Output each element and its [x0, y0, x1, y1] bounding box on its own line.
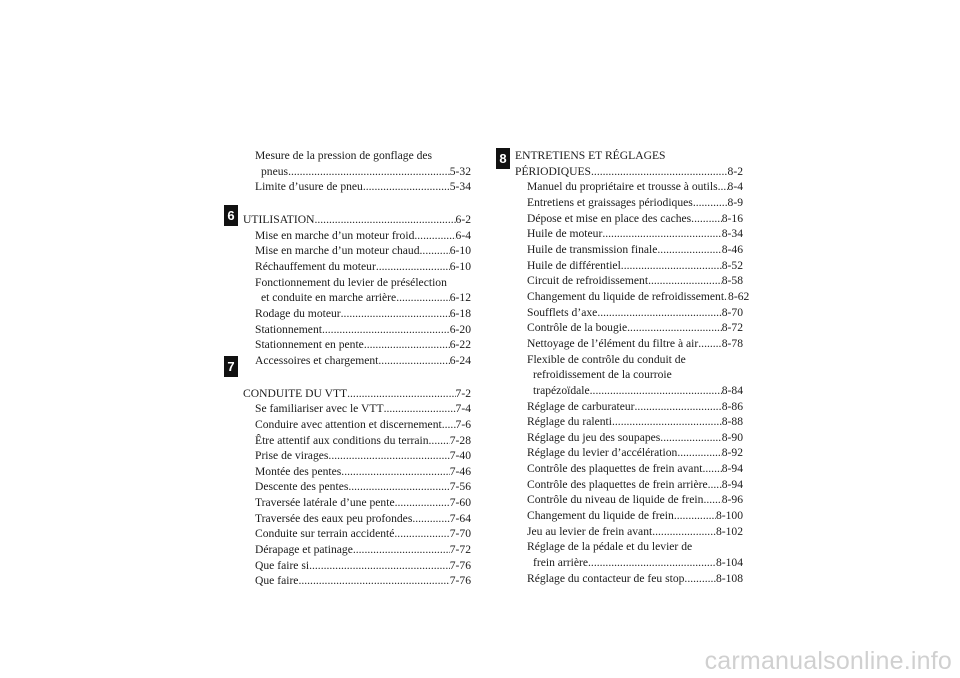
toc-dot-leader: [328, 448, 449, 464]
toc-entry-title: Réglage de carburateur: [527, 399, 635, 413]
toc-entry-title: Se familiariser avec le VTT: [255, 402, 384, 416]
toc-entry: [515, 242, 743, 258]
toc-dot-leader: [364, 337, 450, 353]
toc-dot-leader: [652, 524, 716, 540]
toc-page-number: 6-24: [449, 353, 471, 367]
toc-entry-title: Limite d’usure de pneu: [255, 180, 363, 194]
toc-page-number: 8-94: [721, 477, 743, 491]
toc-page-number: 7-46: [449, 464, 471, 478]
toc-dot-leader: [314, 212, 455, 228]
toc-entry: [515, 555, 743, 571]
toc-dot-leader: [693, 195, 728, 211]
toc-page-number: 8-96: [721, 493, 743, 507]
toc-group-section-8: [515, 148, 750, 586]
toc-entry: [243, 573, 471, 589]
toc-page-number: 8-16: [721, 211, 743, 225]
toc-dot-leader: [691, 211, 722, 227]
toc-entry: [243, 417, 471, 433]
toc-entry-title: Être attentif aux conditions du terrain: [255, 433, 429, 447]
section-tab-7: 7: [224, 356, 238, 377]
toc-entry: [243, 259, 471, 275]
toc-dot-leader: [394, 526, 449, 542]
toc-dot-leader: [635, 399, 722, 415]
toc-entry-title: Manuel du propriétaire et trousse à outils: [527, 180, 718, 194]
toc-dot-leader: [378, 353, 449, 369]
toc-page-number: 8-9: [727, 195, 743, 209]
toc-entry: [243, 448, 471, 464]
toc-dot-leader: [288, 164, 450, 180]
toc-entry-title: Circuit de refroidissement: [527, 274, 649, 288]
toc-entry-title: Réglage du ralenti: [527, 415, 612, 429]
toc-entry: [243, 464, 471, 480]
toc-entry-title: Rodage du moteur: [255, 306, 341, 320]
toc-dot-leader: [341, 464, 449, 480]
toc-entry: [243, 179, 471, 195]
toc-entry-line: ENTRETIENS ET RÉGLAGES: [515, 149, 666, 162]
toc-page-number: 8-92: [721, 446, 743, 460]
toc-page-number: 8-58: [721, 274, 743, 288]
toc-entry: [243, 322, 471, 338]
toc-page-number: 8-88: [721, 415, 743, 429]
toc-dot-leader: [590, 383, 722, 399]
toc-entry: [243, 495, 471, 511]
toc-entry-title: Que faire: [255, 574, 299, 588]
toc-entry-title: Dépose et mise en place des caches: [527, 211, 692, 225]
toc-entry-title: Stationnement: [255, 322, 322, 336]
toc-entry: [515, 399, 743, 415]
toc-entry-title: Montée des pentes: [255, 464, 342, 478]
toc-page-number: 8-86: [721, 399, 743, 413]
toc-entry: [243, 526, 471, 542]
toc-entry-title: Contrôle du niveau de liquide de frein: [527, 493, 704, 507]
toc-entry-title: Soufflets d’axe: [527, 305, 598, 319]
toc-entry-line: Réglage de la pédale et du levier de: [527, 540, 693, 554]
toc-page-number: 7-64: [449, 511, 471, 525]
toc-entry-title: Que faire si: [255, 558, 310, 572]
section-tab-8: 8: [496, 148, 510, 169]
toc-entry: [243, 164, 471, 180]
toc-entry: [243, 386, 471, 402]
toc-entry: [515, 571, 743, 587]
toc-page-number: 8-72: [721, 321, 743, 335]
toc-dot-leader: [420, 243, 450, 259]
toc-entry: [243, 212, 471, 228]
toc-entry-title: Traversée des eaux peu profondes: [255, 511, 413, 525]
toc-entry-title: Contrôle des plaquettes de frein avant: [527, 462, 703, 476]
toc-page-number: 6-10: [449, 244, 471, 258]
toc-entry-title: Accessoires et chargement: [255, 353, 379, 367]
toc-entry-line: refroidissement de la courroie: [533, 368, 672, 382]
toc-dot-leader: [702, 461, 721, 477]
toc-page-number: 7-40: [449, 449, 471, 463]
toc-entry-title: Huile de moteur: [527, 227, 603, 241]
toc-page-number: 8-2: [727, 164, 743, 178]
toc-entry: [515, 289, 750, 305]
toc-dot-leader: [677, 445, 721, 461]
toc-page-number: 8-34: [721, 227, 743, 241]
toc-entry-title: pneus: [261, 164, 289, 178]
toc-entry-title: Traversée latérale d’une pente: [255, 496, 395, 510]
toc-entry-title: Mise en marche d’un moteur froid: [255, 228, 415, 242]
toc-column-left: [243, 148, 471, 589]
toc-entry-title: CONDUITE DU VTT: [243, 386, 348, 400]
toc-entry: [515, 164, 743, 180]
toc-entry-line: Mesure de la pression de gonflage des: [255, 149, 433, 162]
toc-entry-title: frein arrière: [533, 556, 589, 570]
toc-page-number: 8-108: [715, 571, 743, 585]
watermark: carmanualsonline.info: [704, 647, 952, 675]
toc-dot-leader: [376, 259, 450, 275]
toc-entry: [515, 508, 743, 524]
toc-dot-leader: [429, 433, 450, 449]
toc-entry: [515, 445, 743, 461]
toc-dot-leader: [657, 242, 721, 258]
toc-entry: [515, 524, 743, 540]
toc-dot-leader: [395, 495, 450, 511]
toc-column-right: [515, 148, 750, 586]
toc-entry-title: Changement du liquide de frein: [527, 509, 674, 523]
toc-group-section-7: [243, 386, 471, 590]
toc-dot-leader: [698, 336, 721, 352]
toc-entry: [243, 479, 471, 495]
toc-entry-title: Contrôle des plaquettes de frein arrière: [527, 477, 708, 491]
toc-dot-leader: [347, 386, 455, 402]
toc-page-number: 8-84: [721, 383, 743, 397]
toc-entry-title: et conduite en marche arrière: [261, 291, 397, 305]
toc-entry-title: Entretiens et graissages périodiques: [527, 195, 693, 209]
section-spacer: [243, 195, 471, 212]
toc-entry-title: Conduite sur terrain accidenté: [255, 527, 395, 541]
toc-dot-leader: [648, 273, 722, 289]
toc-page-number: 5-34: [449, 180, 471, 194]
toc-entry-title: Réchauffement du moteur: [255, 259, 376, 273]
toc-entry: [243, 542, 471, 558]
toc-entry: [515, 383, 743, 399]
toc-entry: [243, 558, 471, 574]
toc-dot-leader: [341, 306, 450, 322]
toc-page-number: 7-70: [449, 527, 471, 541]
toc-page-number: 8-100: [715, 509, 743, 523]
toc-page-number: 8-104: [715, 556, 743, 570]
toc-page-number: 6-2: [455, 212, 471, 226]
toc-page-number: 7-60: [449, 496, 471, 510]
toc-page-number: 6-20: [449, 322, 471, 336]
toc-dot-leader: [348, 479, 449, 495]
toc-entry-title: PÉRIODIQUES: [515, 164, 592, 178]
toc-entry: [243, 290, 471, 306]
toc-entry-title: Nettoyage de l’élément du filtre à air: [527, 336, 699, 350]
toc-dot-leader: [322, 322, 450, 338]
toc-entry-title: UTILISATION: [243, 212, 315, 226]
toc-dot-leader: [298, 573, 449, 589]
toc-page-number: 8-102: [715, 524, 743, 538]
toc-dot-leader: [621, 258, 722, 274]
toc-entry-line: Fonctionnement du levier de présélection: [255, 275, 447, 289]
toc-entry-title: Réglage du jeu des soupapes: [527, 430, 661, 444]
toc-dot-leader: [684, 571, 716, 587]
toc-entry: [515, 336, 743, 352]
toc-page-number: 8-94: [721, 462, 743, 476]
toc-page-number: 5-32: [449, 164, 471, 178]
toc-dot-leader: [718, 179, 728, 195]
toc-page-number: 6-4: [455, 228, 471, 242]
toc-dot-leader: [442, 417, 456, 433]
toc-dot-leader: [674, 508, 716, 524]
toc-entry-title: Réglage du contacteur de feu stop: [527, 571, 685, 585]
toc-dot-leader: [384, 401, 456, 417]
toc-entry-title: Huile de différentiel: [527, 258, 621, 272]
section-spacer: [243, 369, 471, 386]
toc-group-section-6: [243, 212, 471, 369]
toc-entry: [515, 477, 743, 493]
toc-dot-leader: [602, 226, 721, 242]
toc-entry: [243, 353, 471, 369]
toc-dot-leader: [412, 511, 449, 527]
toc-entry-title: trapézoïdale: [533, 383, 590, 397]
toc-entry: [243, 511, 471, 527]
toc-page-number: 7-76: [449, 558, 471, 572]
toc-page-number: 8-4: [727, 180, 743, 194]
toc-entry-title: Dérapage et patinage: [255, 543, 353, 557]
toc-entry: [515, 273, 743, 289]
section-tab-6: 6: [224, 205, 238, 226]
toc-entry-line: Flexible de contrôle du conduit de: [527, 352, 686, 366]
toc-dot-leader: [309, 558, 450, 574]
toc-page-number: 7-2: [455, 386, 471, 400]
toc-page-number: 6-12: [449, 291, 471, 305]
toc-page-number: 7-56: [449, 480, 471, 494]
toc-entry: [243, 243, 471, 259]
toc-page-number: 7-6: [455, 417, 471, 431]
toc-page-number: 7-4: [455, 402, 471, 416]
toc-entry: [243, 306, 471, 322]
toc-entry: [515, 414, 743, 430]
toc-entry: [515, 195, 743, 211]
toc-entry: [243, 401, 471, 417]
toc-entry: [515, 179, 743, 195]
toc-entry: [515, 430, 743, 446]
toc-entry-title: Stationnement en pente: [255, 338, 364, 352]
toc-page-number: 8-52: [721, 258, 743, 272]
toc-page-number: 6-10: [449, 259, 471, 273]
toc-dot-leader: [414, 228, 455, 244]
toc-dot-leader: [396, 290, 450, 306]
toc-page-number: 7-28: [449, 433, 471, 447]
toc-dot-leader: [627, 320, 722, 336]
toc-dot-leader: [703, 492, 721, 508]
toc-entry-title: Réglage du levier d’accélération: [527, 446, 678, 460]
toc-page-number: 7-72: [449, 543, 471, 557]
toc-entry-title: Jeu au levier de frein avant: [527, 524, 653, 538]
toc-entry-title: Prise de virages: [255, 449, 329, 463]
toc-entry: [515, 211, 743, 227]
toc-dot-leader: [612, 414, 722, 430]
toc-dot-leader: [597, 305, 721, 321]
toc-entry: [515, 461, 743, 477]
toc-dot-leader: [363, 179, 450, 195]
toc-entry: [515, 305, 743, 321]
toc-page-number: 8-46: [721, 242, 743, 256]
toc-entry-title: Contrôle de la bougie: [527, 321, 628, 335]
toc-dot-leader: [708, 477, 722, 493]
toc-group-continued: [243, 148, 471, 195]
toc-entry: [515, 492, 743, 508]
toc-page-number: 8-70: [721, 305, 743, 319]
toc-entry-title: Descente des pentes: [255, 480, 349, 494]
toc-dot-leader: [591, 164, 728, 180]
toc-page-number: 8-90: [721, 430, 743, 444]
toc-dot-leader: [588, 555, 716, 571]
toc-dot-leader: [353, 542, 450, 558]
toc-dot-leader: [660, 430, 721, 446]
toc-page-number: 8-78: [721, 336, 743, 350]
toc-page-number: 6-18: [449, 306, 471, 320]
toc-entry: [243, 228, 471, 244]
toc-entry: [515, 258, 743, 274]
toc-entry-title: Conduire avec attention et discernement: [255, 417, 442, 431]
toc-entry: [515, 320, 743, 336]
toc-page-number: 8-62: [728, 289, 750, 303]
toc-entry-title: Huile de transmission finale: [527, 242, 658, 256]
toc-page-number: 6-22: [449, 338, 471, 352]
toc-entry: [243, 337, 471, 353]
toc-entry-title: Mise en marche d’un moteur chaud: [255, 244, 420, 258]
toc-page-number: 7-76: [449, 574, 471, 588]
toc-entry: [243, 433, 471, 449]
toc-entry: [515, 226, 743, 242]
toc-entry-title: Changement du liquide de refroidissement: [527, 289, 725, 303]
